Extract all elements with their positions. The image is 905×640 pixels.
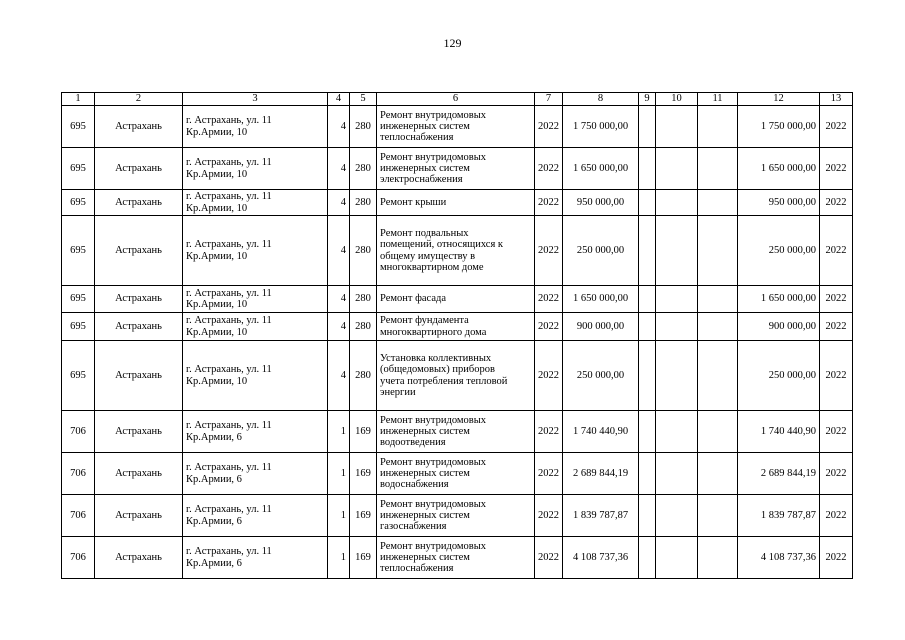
- cell-municipality: Астрахань: [95, 495, 183, 537]
- cell-col-5: 280: [350, 106, 377, 148]
- cell-col-5: 280: [350, 313, 377, 341]
- cell-col-10: [656, 313, 698, 341]
- cell-cost-col-12: 250 000,00: [738, 216, 820, 286]
- work-line: теплоснабжения: [380, 132, 454, 143]
- column-header-10: 10: [656, 93, 698, 106]
- address-line: г. Астрахань, ул. 11: [186, 462, 272, 474]
- cell-work-type: [377, 148, 535, 190]
- work-line: электроснабжения: [380, 174, 463, 185]
- cell-col-4: 4: [328, 313, 350, 341]
- cell-municipality-code: 695: [62, 216, 95, 286]
- work-line: инженерных систем: [380, 425, 470, 437]
- cell-address: [183, 216, 328, 286]
- cell-municipality: Астрахань: [95, 190, 183, 216]
- cell-year: 2022: [535, 106, 563, 148]
- work-line: инженерных систем: [380, 467, 470, 479]
- cell-municipality-code: 706: [62, 537, 95, 579]
- cell-col-10: [656, 148, 698, 190]
- cell-col-5: 280: [350, 286, 377, 313]
- cell-col-9: [639, 313, 656, 341]
- cell-cost-col-12: 250 000,00: [738, 341, 820, 411]
- cell-col-9: [639, 286, 656, 313]
- cell-work-type: [377, 495, 535, 537]
- cell-col-11: [698, 411, 738, 453]
- cell-municipality-code: 706: [62, 411, 95, 453]
- cell-municipality: Астрахань: [95, 216, 183, 286]
- cell-cost-col-12: 1 650 000,00: [738, 148, 820, 190]
- work-line: инженерных систем: [380, 551, 470, 563]
- cell-address: [183, 537, 328, 579]
- cell-address: [183, 411, 328, 453]
- column-header-8: 8: [563, 93, 639, 106]
- cell-col-9: [639, 453, 656, 495]
- cell-col-11: [698, 313, 738, 341]
- work-line: многоквартирном доме: [380, 261, 484, 273]
- table-row: [62, 286, 853, 313]
- cell-cost-col-12: 1 750 000,00: [738, 106, 820, 148]
- cell-year: 2022: [535, 453, 563, 495]
- cell-col-10: [656, 190, 698, 216]
- address-line: Кр.Армии, 10: [186, 299, 248, 310]
- cell-year-col-13: 2022: [820, 148, 853, 190]
- cell-cost-col-12: 1 839 787,87: [738, 495, 820, 537]
- cell-col-9: [639, 411, 656, 453]
- cell-col-4: 4: [328, 190, 350, 216]
- cell-work-type: [377, 411, 535, 453]
- cell-col-5: 169: [350, 453, 377, 495]
- work-line: учета потребления тепловой: [380, 375, 508, 387]
- cell-address: [183, 190, 328, 216]
- cell-work-type: [377, 286, 535, 313]
- cell-total-cost: 250 000,00: [563, 216, 639, 286]
- cell-municipality: Астрахань: [95, 341, 183, 411]
- column-header-2: 2: [95, 93, 183, 106]
- work-line: Ремонт фундамента: [380, 315, 469, 327]
- cell-year-col-13: 2022: [820, 453, 853, 495]
- work-line: Ремонт внутридомовых: [380, 540, 487, 552]
- cell-municipality: Астрахань: [95, 106, 183, 148]
- table-row: [62, 537, 853, 579]
- cell-col-10: [656, 537, 698, 579]
- cell-cost-col-12: 2 689 844,19: [738, 453, 820, 495]
- cell-col-11: [698, 453, 738, 495]
- cell-municipality-code: 695: [62, 148, 95, 190]
- cell-col-10: [656, 216, 698, 286]
- cell-col-9: [639, 148, 656, 190]
- cell-cost-col-12: 4 108 737,36: [738, 537, 820, 579]
- cell-total-cost: 900 000,00: [563, 313, 639, 341]
- work-line: энергии: [380, 386, 416, 398]
- work-line: Установка коллективных: [380, 353, 492, 365]
- work-line: общему имуществу в: [380, 250, 476, 262]
- cell-year: 2022: [535, 313, 563, 341]
- work-line: водоснабжения: [380, 479, 449, 490]
- address-line: г. Астрахань, ул. 11: [186, 315, 272, 327]
- cell-col-10: [656, 453, 698, 495]
- cell-total-cost: 1 839 787,87: [563, 495, 639, 537]
- header-row: [62, 93, 853, 106]
- cell-col-11: [698, 341, 738, 411]
- capital-repair-table: [61, 92, 853, 579]
- cell-total-cost: 1 750 000,00: [563, 106, 639, 148]
- table-header: [62, 93, 853, 106]
- cell-col-10: [656, 286, 698, 313]
- cell-col-4: 4: [328, 148, 350, 190]
- table-row: [62, 313, 853, 341]
- cell-col-9: [639, 190, 656, 216]
- table-row: [62, 341, 853, 411]
- cell-work-type: [377, 106, 535, 148]
- column-header-6: 6: [377, 93, 535, 106]
- cell-year-col-13: 2022: [820, 313, 853, 341]
- cell-year-col-13: 2022: [820, 216, 853, 286]
- cell-col-4: 1: [328, 453, 350, 495]
- cell-year: 2022: [535, 341, 563, 411]
- table-row: [62, 148, 853, 190]
- work-line: Ремонт подвальных: [380, 228, 469, 240]
- cell-col-4: 4: [328, 216, 350, 286]
- work-line: инженерных систем: [380, 120, 470, 132]
- cell-col-10: [656, 495, 698, 537]
- column-header-9: 9: [639, 93, 656, 106]
- cell-work-type: [377, 216, 535, 286]
- cell-total-cost: 1 740 440,90: [563, 411, 639, 453]
- cell-col-4: 1: [328, 411, 350, 453]
- table-row: [62, 216, 853, 286]
- table-row: [62, 106, 853, 148]
- cell-col-11: [698, 148, 738, 190]
- cell-year-col-13: 2022: [820, 537, 853, 579]
- cell-col-11: [698, 537, 738, 579]
- address-line: Кр.Армии, 10: [186, 375, 248, 387]
- work-line: Ремонт внутридомовых: [380, 151, 487, 163]
- cell-total-cost: 4 108 737,36: [563, 537, 639, 579]
- cell-cost-col-12: 900 000,00: [738, 313, 820, 341]
- cell-address: [183, 148, 328, 190]
- address-line: Кр.Армии, 10: [186, 250, 248, 262]
- cell-col-5: 169: [350, 495, 377, 537]
- work-line: Ремонт внутридомовых: [380, 498, 487, 510]
- address-line: Кр.Армии, 6: [186, 431, 242, 443]
- work-line: помещений, относящихся к: [380, 239, 504, 251]
- cell-address: [183, 495, 328, 537]
- cell-address: [183, 286, 328, 313]
- cell-municipality: Астрахань: [95, 148, 183, 190]
- cell-year: 2022: [535, 411, 563, 453]
- cell-address: [183, 341, 328, 411]
- cell-year: 2022: [535, 286, 563, 313]
- work-line: многоквартирного дома: [380, 326, 487, 338]
- cell-municipality: Астрахань: [95, 313, 183, 341]
- cell-col-9: [639, 341, 656, 411]
- cell-year-col-13: 2022: [820, 411, 853, 453]
- cell-work-type: [377, 537, 535, 579]
- table-row: [62, 453, 853, 495]
- column-header-13: 13: [820, 93, 853, 106]
- cell-total-cost: 1 650 000,00: [563, 148, 639, 190]
- cell-municipality: Астрахань: [95, 453, 183, 495]
- cell-col-4: 4: [328, 341, 350, 411]
- column-header-1: 1: [62, 93, 95, 106]
- cell-total-cost: 1 650 000,00: [563, 286, 639, 313]
- cell-cost-col-12: 950 000,00: [738, 190, 820, 216]
- work-line: водоотведения: [380, 437, 446, 448]
- cell-address: [183, 453, 328, 495]
- cell-work-type: [377, 313, 535, 341]
- table-row: [62, 411, 853, 453]
- cell-year-col-13: 2022: [820, 341, 853, 411]
- column-header-7: 7: [535, 93, 563, 106]
- cell-municipality-code: 695: [62, 106, 95, 148]
- address-line: Кр.Армии, 6: [186, 557, 242, 569]
- cell-address: [183, 106, 328, 148]
- cell-col-11: [698, 106, 738, 148]
- cell-year-col-13: 2022: [820, 190, 853, 216]
- cell-municipality-code: 695: [62, 341, 95, 411]
- cell-col-5: 280: [350, 148, 377, 190]
- cell-col-4: 4: [328, 106, 350, 148]
- work-line: инженерных систем: [380, 162, 470, 174]
- cell-municipality-code: 695: [62, 286, 95, 313]
- address-line: Кр.Армии, 10: [186, 168, 248, 180]
- cell-year-col-13: 2022: [820, 495, 853, 537]
- cell-total-cost: 950 000,00: [563, 190, 639, 216]
- cell-total-cost: 250 000,00: [563, 341, 639, 411]
- address-line: г. Астрахань, ул. 11: [186, 420, 272, 432]
- cell-year: 2022: [535, 216, 563, 286]
- cell-col-4: 1: [328, 537, 350, 579]
- work-line: Ремонт внутридомовых: [380, 456, 487, 468]
- cell-col-11: [698, 216, 738, 286]
- cell-total-cost: 2 689 844,19: [563, 453, 639, 495]
- address-line: г. Астрахань, ул. 11: [186, 191, 272, 203]
- cell-col-5: 280: [350, 190, 377, 216]
- address-line: Кр.Армии, 10: [186, 202, 248, 214]
- cell-municipality-code: 695: [62, 190, 95, 216]
- cell-work-type: [377, 190, 535, 216]
- cell-col-9: [639, 495, 656, 537]
- cell-municipality-code: 706: [62, 495, 95, 537]
- work-line: Ремонт крыши: [380, 196, 447, 208]
- cell-col-5: 169: [350, 411, 377, 453]
- work-line: теплоснабжения: [380, 563, 454, 574]
- address-line: Кр.Армии, 10: [186, 326, 248, 338]
- cell-col-11: [698, 286, 738, 313]
- work-line: инженерных систем: [380, 509, 470, 521]
- table-row: [62, 495, 853, 537]
- cell-year: 2022: [535, 190, 563, 216]
- cell-col-10: [656, 411, 698, 453]
- cell-municipality-code: 695: [62, 313, 95, 341]
- address-line: г. Астрахань, ул. 11: [186, 364, 272, 376]
- work-line: Ремонт фасада: [380, 293, 447, 305]
- cell-work-type: [377, 453, 535, 495]
- cell-col-9: [639, 106, 656, 148]
- cell-municipality: Астрахань: [95, 537, 183, 579]
- cell-col-9: [639, 216, 656, 286]
- work-line: газоснабжения: [380, 521, 447, 532]
- cell-col-4: 1: [328, 495, 350, 537]
- address-line: г. Астрахань, ул. 11: [186, 115, 272, 127]
- cell-year: 2022: [535, 537, 563, 579]
- work-line: Ремонт внутридомовых: [380, 109, 487, 121]
- cell-year: 2022: [535, 495, 563, 537]
- cell-municipality: Астрахань: [95, 411, 183, 453]
- cell-municipality-code: 706: [62, 453, 95, 495]
- cell-cost-col-12: 1 650 000,00: [738, 286, 820, 313]
- cell-col-5: 280: [350, 341, 377, 411]
- address-line: г. Астрахань, ул. 11: [186, 157, 272, 169]
- column-header-11: 11: [698, 93, 738, 106]
- address-line: г. Астрахань, ул. 11: [186, 504, 272, 516]
- table-body: [62, 106, 853, 579]
- cell-year-col-13: 2022: [820, 106, 853, 148]
- column-header-3: 3: [183, 93, 328, 106]
- address-line: г. Астрахань, ул. 11: [186, 546, 272, 558]
- cell-year: 2022: [535, 148, 563, 190]
- page-number: 129: [443, 36, 462, 50]
- cell-address: [183, 313, 328, 341]
- address-line: г. Астрахань, ул. 11: [186, 287, 272, 299]
- cell-col-10: [656, 106, 698, 148]
- column-header-12: 12: [738, 93, 820, 106]
- address-line: Кр.Армии, 10: [186, 126, 248, 138]
- cell-col-9: [639, 537, 656, 579]
- cell-col-4: 4: [328, 286, 350, 313]
- cell-work-type: [377, 341, 535, 411]
- cell-year-col-13: 2022: [820, 286, 853, 313]
- cell-col-11: [698, 495, 738, 537]
- work-line: Ремонт внутридомовых: [380, 414, 487, 426]
- work-line: (общедомовых) приборов: [380, 364, 495, 376]
- cell-col-5: 280: [350, 216, 377, 286]
- cell-col-10: [656, 341, 698, 411]
- table-row: [62, 190, 853, 216]
- cell-col-11: [698, 190, 738, 216]
- address-line: Кр.Армии, 6: [186, 515, 242, 527]
- column-header-5: 5: [350, 93, 377, 106]
- column-header-4: 4: [328, 93, 350, 106]
- cell-cost-col-12: 1 740 440,90: [738, 411, 820, 453]
- address-line: Кр.Армии, 6: [186, 473, 242, 485]
- cell-municipality: Астрахань: [95, 286, 183, 313]
- address-line: г. Астрахань, ул. 11: [186, 239, 272, 251]
- cell-col-5: 169: [350, 537, 377, 579]
